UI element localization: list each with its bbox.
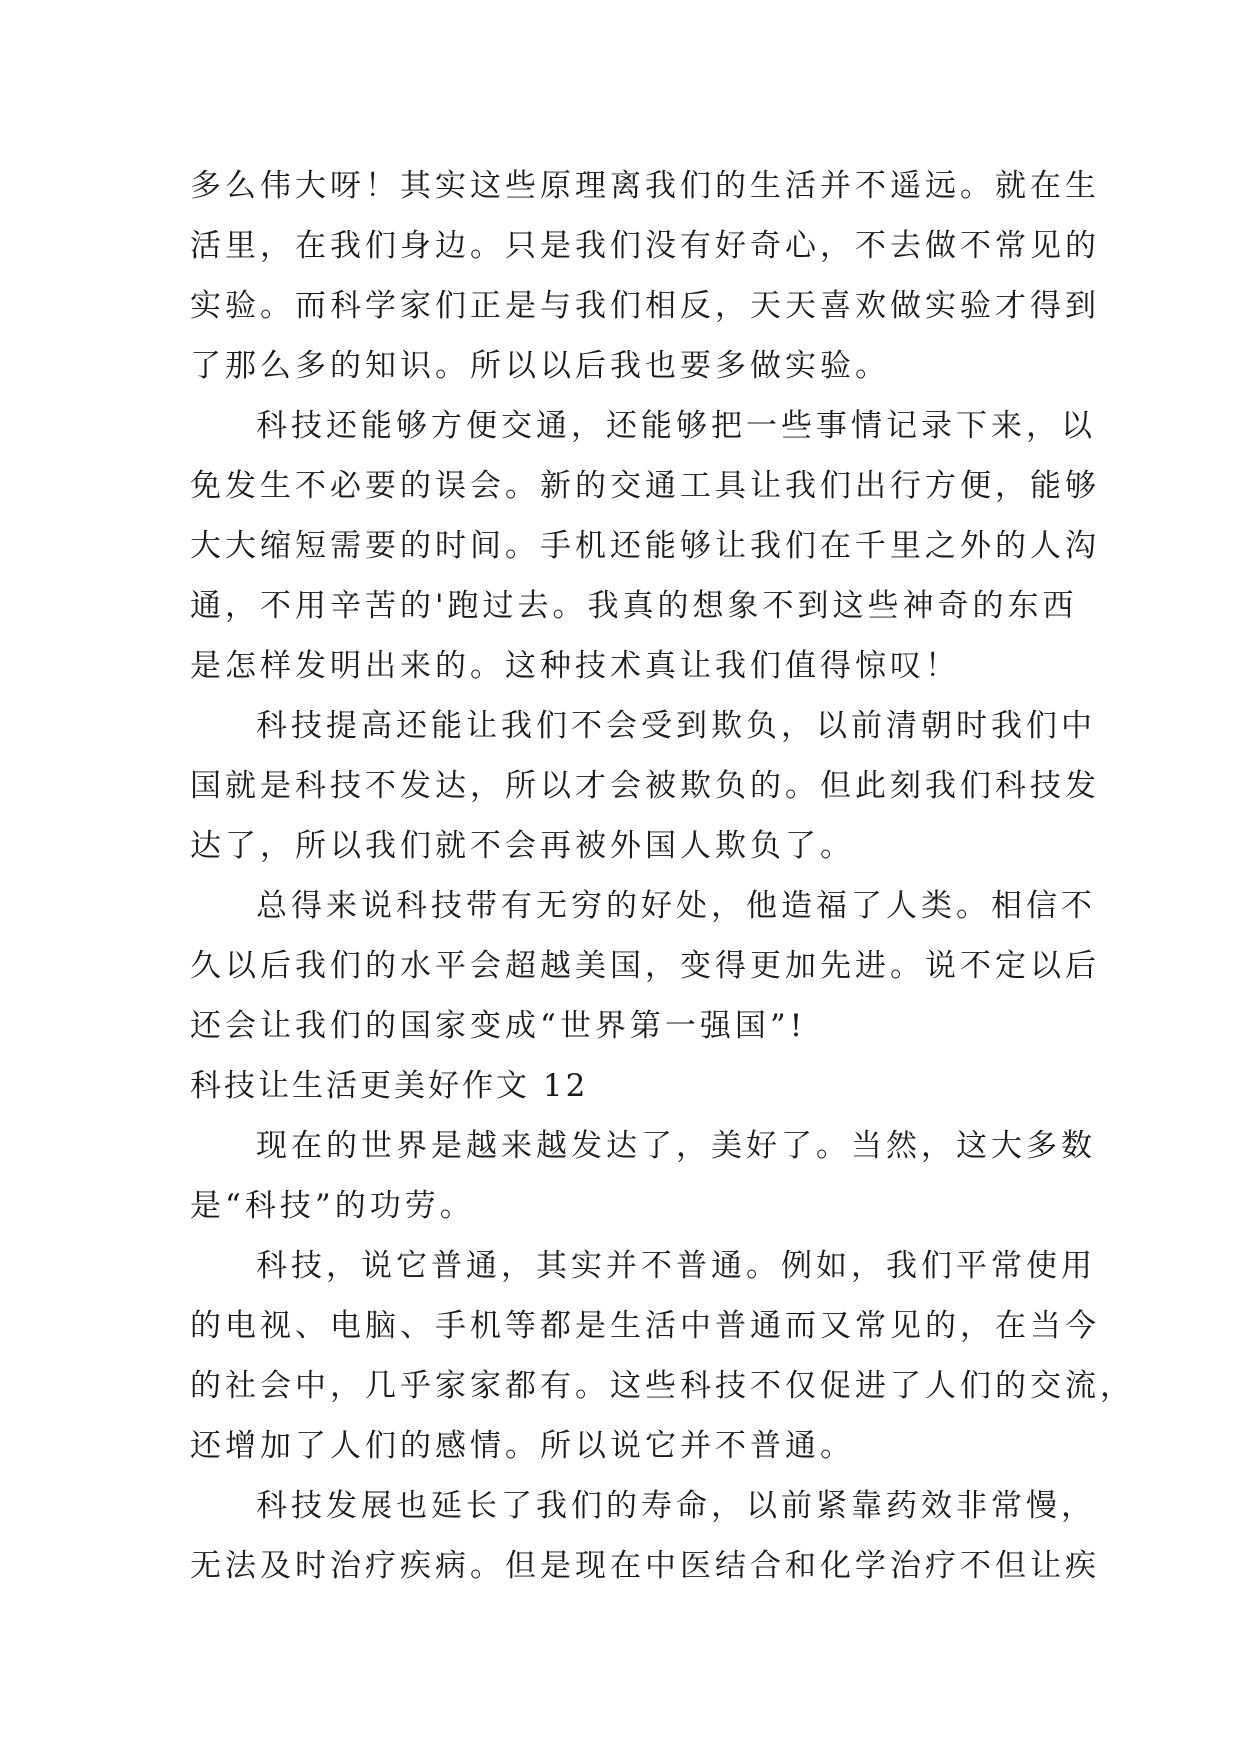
section-heading: 科技让生活更美好作文 12 [190,1068,589,1104]
text-line: 的电视、电脑、手机等都是生活中普通而又常见的，在当今 [190,1308,1100,1344]
text-line: 活里，在我们身边。只是我们没有好奇心，不去做不常见的 [190,228,1100,264]
text-line: 无法及时治疗疾病。但是现在中医结合和化学治疗不但让疾 [190,1548,1100,1584]
text-line: 国就是科技不发达，所以才会被欺负的。但此刻我们科技发 [190,768,1100,804]
text-line: 达了，所以我们就不会再被外国人欺负了。 [190,828,855,864]
text-line: 久以后我们的水平会超越美国，变得更加先进。说不定以后 [190,948,1100,984]
document-body [190,156,1135,1596]
text-line: 实验。而科学家们正是与我们相反，天天喜欢做实验才得到 [190,288,1100,324]
paragraph-start-line: 科技发展也延长了我们的寿命，以前紧靠药效非常慢， [256,1488,1096,1524]
text-line: 免发生不必要的误会。新的交通工具让我们出行方便，能够 [190,468,1100,504]
paragraph-start-line: 科技，说它普通，其实并不普通。例如，我们平常使用 [256,1248,1096,1284]
paragraph-start-line: 现在的世界是越来越发达了，美好了。当然，这大多数 [256,1128,1096,1164]
text-line: 多么伟大呀！其实这些原理离我们的生活并不遥远。就在生 [190,168,1100,204]
text-line: 是“科技”的功劳。 [190,1188,475,1224]
text-line: 是怎样发明出来的。这种技术真让我们值得惊叹！ [190,648,960,684]
paragraph-start-line: 科技还能够方便交通，还能够把一些事情记录下来，以 [256,408,1096,444]
text-line: 大大缩短需要的时间。手机还能够让我们在千里之外的人沟 [190,528,1100,564]
text-line: 还增加了人们的感情。所以说它并不普通。 [190,1428,855,1464]
text-line: 通，不用辛苦的'跑过去。我真的想象不到这些神奇的东西 [190,588,1078,624]
paragraph-start-line: 科技提高还能让我们不会受到欺负，以前清朝时我们中 [256,708,1096,744]
text-line: 的社会中，几乎家家都有。这些科技不仅促进了人们的交流， [190,1368,1135,1404]
paragraph-start-line: 总得来说科技带有无穷的好处，他造福了人类。相信不 [256,888,1096,924]
text-line: 了那么多的知识。所以以后我也要多做实验。 [190,348,890,384]
text-line: 还会让我们的国家变成“世界第一强国”! [190,1008,807,1044]
